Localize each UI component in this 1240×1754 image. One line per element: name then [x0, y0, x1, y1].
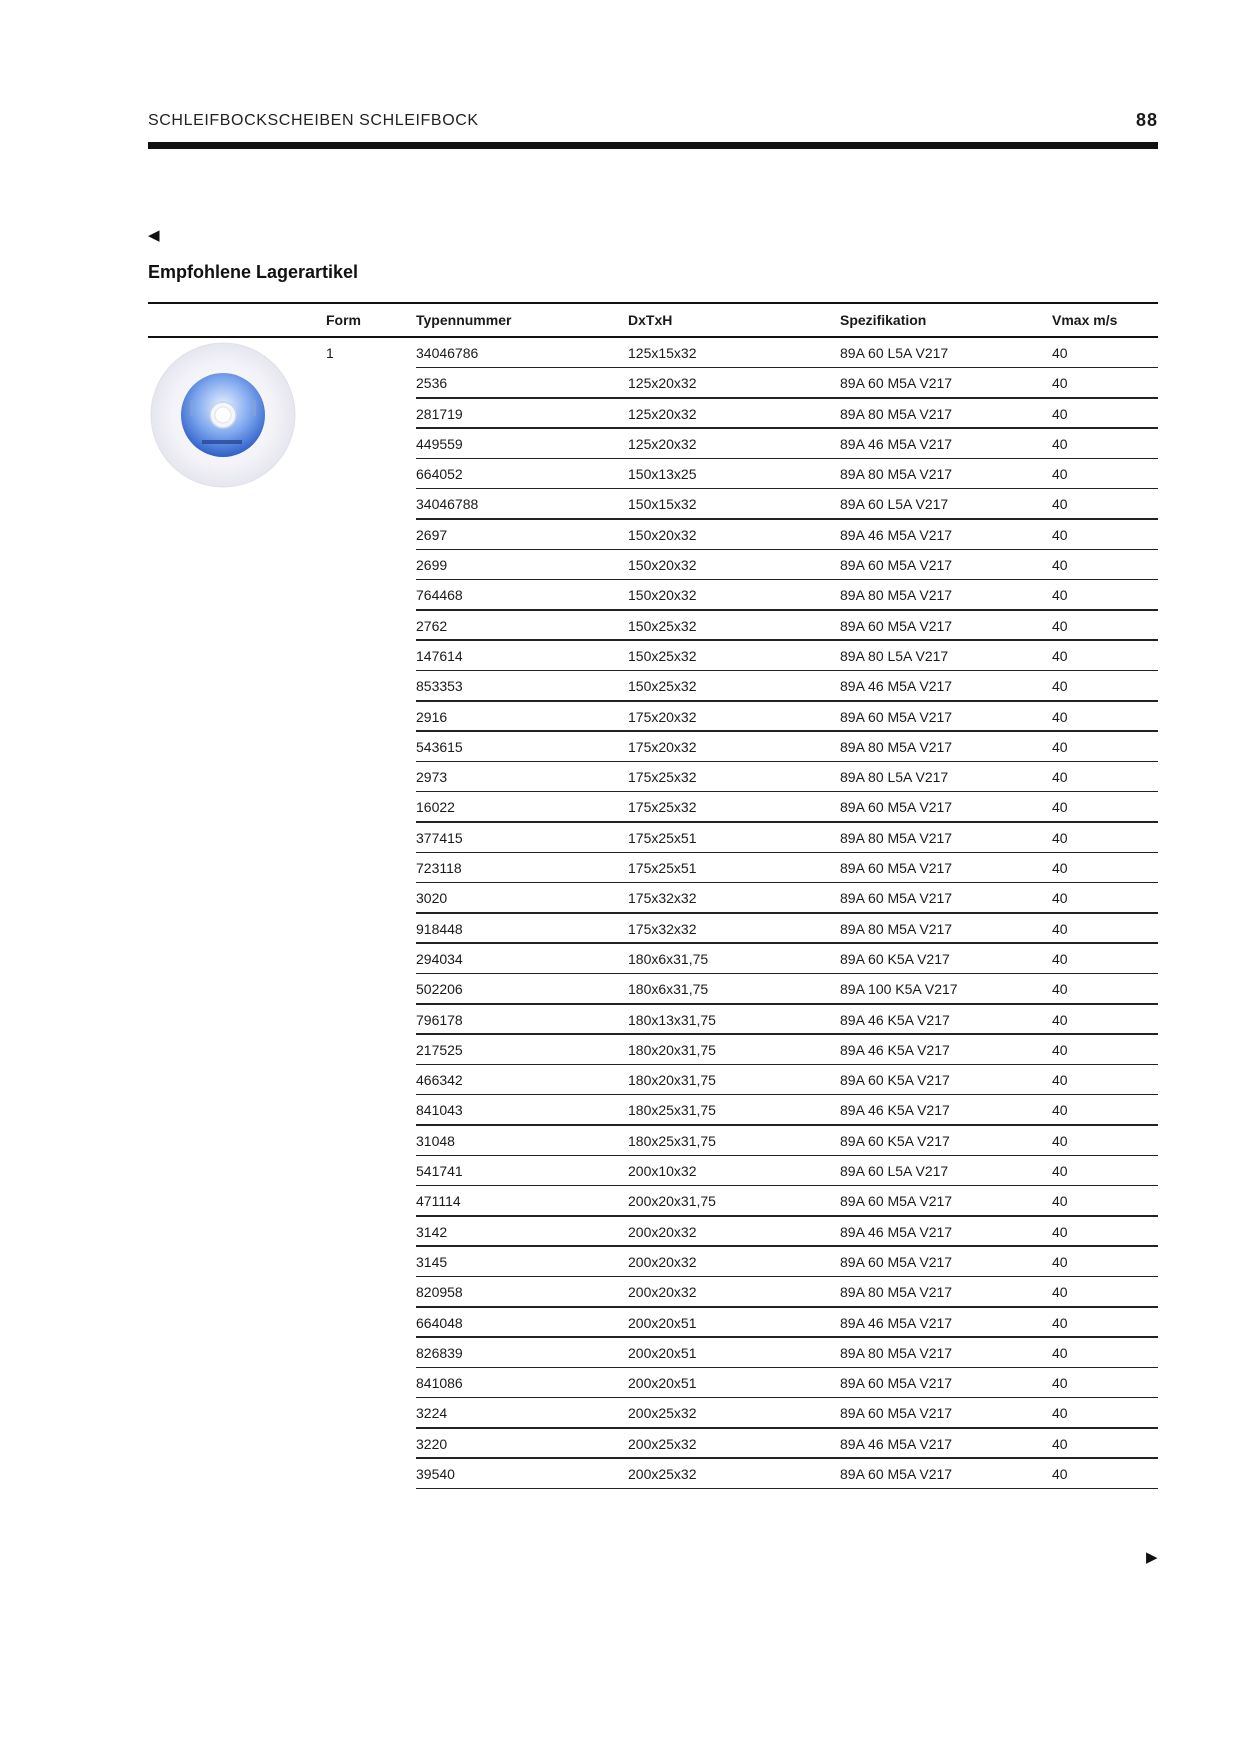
- cell-dxtxh: 125x15x32: [628, 345, 697, 361]
- cell-vmax: 40: [1052, 557, 1068, 574]
- table-row: [148, 1459, 1158, 1489]
- cell-dxtxh: 180x20x31,75: [628, 1041, 716, 1058]
- cell-vmax: 40: [1052, 981, 1068, 998]
- cell-dxtxh: 200x25x32: [628, 1465, 697, 1482]
- cell-spezifikation: 89A 60 M5A V217: [840, 557, 953, 574]
- cell-dxtxh: 180x13x31,75: [628, 1011, 716, 1028]
- cell-dxtxh: 150x15x32: [628, 496, 697, 513]
- header-rule: [148, 142, 1158, 149]
- table-row: [148, 1338, 1158, 1368]
- cell-dxtxh: 200x20x51: [628, 1344, 697, 1361]
- table-row: [148, 883, 1158, 913]
- cell-typennummer: 16022: [416, 799, 455, 816]
- table-row: [148, 792, 1158, 822]
- cell-spezifikation: 89A 60 L5A V217: [840, 496, 949, 513]
- cell-spezifikation: 89A 80 M5A V217: [840, 466, 953, 483]
- cell-dxtxh: 200x25x32: [628, 1405, 697, 1422]
- table-row: [148, 489, 1158, 519]
- cell-dxtxh: 125x20x32: [628, 435, 697, 452]
- table-row: [148, 671, 1158, 701]
- page-header-title: SCHLEIFBOCKSCHEIBEN SCHLEIFBOCK: [148, 112, 479, 129]
- cell-typennummer: 281719: [416, 405, 463, 422]
- table-row: [148, 1035, 1158, 1065]
- table-row: [148, 702, 1158, 732]
- table-body: [148, 338, 1158, 1489]
- table-row: [148, 1095, 1158, 1125]
- cell-dxtxh: 150x25x32: [628, 678, 697, 695]
- cell-typennummer: 841043: [416, 1102, 463, 1119]
- cell-typennummer: 2973: [416, 769, 448, 786]
- cell-typennummer: 217525: [416, 1041, 463, 1058]
- cell-spezifikation: 89A 80 M5A V217: [840, 920, 953, 937]
- header-form: Form: [326, 312, 361, 328]
- cell-dxtxh: 180x6x31,75: [628, 981, 709, 998]
- table-row: [148, 1186, 1158, 1216]
- table-row: [148, 1005, 1158, 1035]
- table-row: [148, 914, 1158, 944]
- cell-vmax: 40: [1052, 829, 1068, 846]
- cell-typennummer: 541741: [416, 1163, 463, 1180]
- cell-spezifikation: 89A 80 L5A V217: [840, 769, 949, 786]
- cell-spezifikation: 89A 46 M5A V217: [840, 1435, 953, 1452]
- cell-dxtxh: 150x20x32: [628, 557, 697, 574]
- cell-dxtxh: 150x20x32: [628, 587, 697, 604]
- cell-vmax: 40: [1052, 920, 1068, 937]
- cell-typennummer: 853353: [416, 678, 463, 695]
- cell-dxtxh: 200x10x32: [628, 1163, 697, 1180]
- cell-dxtxh: 150x25x32: [628, 617, 697, 634]
- table-row: [148, 580, 1158, 610]
- cell-spezifikation: 89A 46 K5A V217: [840, 1011, 950, 1028]
- cell-dxtxh: 175x25x51: [628, 829, 697, 846]
- cell-typennummer: 449559: [416, 435, 463, 452]
- cell-vmax: 40: [1052, 708, 1068, 725]
- cell-vmax: 40: [1052, 1253, 1068, 1270]
- cell-dxtxh: 200x20x32: [628, 1223, 697, 1240]
- table-row: [148, 762, 1158, 792]
- cell-dxtxh: 175x20x32: [628, 738, 697, 755]
- grinding-wheel-image: [150, 342, 296, 488]
- cell-typennummer: 2916: [416, 708, 448, 725]
- cell-spezifikation: 89A 80 M5A V217: [840, 1344, 953, 1361]
- cell-spezifikation: 89A 60 M5A V217: [840, 1375, 953, 1392]
- cell-dxtxh: 125x20x32: [628, 375, 697, 392]
- cell-dxtxh: 175x32x32: [628, 890, 697, 907]
- section-title: Empfohlene Lagerartikel: [148, 262, 359, 282]
- cell-vmax: 40: [1052, 1011, 1068, 1028]
- cell-dxtxh: 175x25x32: [628, 769, 697, 786]
- table-row: [148, 1308, 1158, 1338]
- cell-vmax: 40: [1052, 1163, 1068, 1180]
- cell-vmax: 40: [1052, 1314, 1068, 1331]
- cell-spezifikation: 89A 46 K5A V217: [840, 1102, 950, 1119]
- table-row: [148, 338, 1158, 368]
- cell-typennummer: 664048: [416, 1314, 463, 1331]
- cell-spezifikation: 89A 60 K5A V217: [840, 1072, 950, 1089]
- cell-dxtxh: 200x20x31,75: [628, 1193, 716, 1210]
- cell-spezifikation: 89A 60 L5A V217: [840, 1163, 949, 1180]
- cell-vmax: 40: [1052, 526, 1068, 543]
- cell-typennummer: 764468: [416, 587, 463, 604]
- table-row: [148, 520, 1158, 550]
- cell-spezifikation: 89A 46 K5A V217: [840, 1041, 950, 1058]
- cell-spezifikation: 89A 60 M5A V217: [840, 617, 953, 634]
- cell-dxtxh: 200x20x51: [628, 1375, 697, 1392]
- cell-vmax: 40: [1052, 1435, 1068, 1452]
- cell-spezifikation: 89A 60 K5A V217: [840, 1132, 950, 1149]
- table-row: [148, 974, 1158, 1004]
- cell-vmax: 40: [1052, 1284, 1068, 1301]
- cell-vmax: 40: [1052, 1132, 1068, 1149]
- cell-spezifikation: 89A 80 M5A V217: [840, 829, 953, 846]
- cell-dxtxh: 200x20x32: [628, 1253, 697, 1270]
- cell-typennummer: 2699: [416, 557, 448, 574]
- cell-spezifikation: 89A 100 K5A V217: [840, 981, 958, 998]
- product-table: [148, 302, 1158, 1489]
- cell-spezifikation: 89A 60 M5A V217: [840, 708, 953, 725]
- cell-typennummer: 820958: [416, 1284, 463, 1301]
- cell-vmax: 40: [1052, 799, 1068, 816]
- table-row: [148, 1277, 1158, 1307]
- cell-typennummer: 2536: [416, 375, 448, 392]
- cell-vmax: 40: [1052, 678, 1068, 695]
- cell-dxtxh: 175x25x32: [628, 799, 697, 816]
- row-divider: [416, 1488, 1158, 1490]
- cell-typennummer: 3145: [416, 1253, 448, 1270]
- cell-typennummer: 918448: [416, 920, 463, 937]
- table-row: [148, 399, 1158, 429]
- cell-spezifikation: 89A 80 L5A V217: [840, 647, 949, 664]
- cell-vmax: 40: [1052, 587, 1068, 604]
- cell-spezifikation: 89A 60 M5A V217: [840, 1465, 953, 1482]
- cell-spezifikation: 89A 60 M5A V217: [840, 375, 953, 392]
- table-row: [148, 944, 1158, 974]
- cell-vmax: 40: [1052, 466, 1068, 483]
- table-row: [148, 1156, 1158, 1186]
- previous-page-arrow-icon[interactable]: ◀: [148, 227, 160, 244]
- cell-vmax: 40: [1052, 890, 1068, 907]
- table-row: [148, 1065, 1158, 1095]
- cell-typennummer: 34046786: [416, 345, 479, 361]
- cell-typennummer: 34046788: [416, 496, 479, 513]
- table-row: [148, 611, 1158, 641]
- cell-spezifikation: 89A 46 M5A V217: [840, 678, 953, 695]
- cell-spezifikation: 89A 46 M5A V217: [840, 1314, 953, 1331]
- table-row: [148, 550, 1158, 580]
- next-page-arrow-icon[interactable]: ▶: [1146, 1549, 1158, 1566]
- cell-typennummer: 294034: [416, 950, 463, 967]
- cell-vmax: 40: [1052, 496, 1068, 513]
- cell-vmax: 40: [1052, 435, 1068, 452]
- cell-typennummer: 796178: [416, 1011, 463, 1028]
- table-row: [148, 368, 1158, 398]
- header-typennummer: Typennummer: [416, 312, 512, 328]
- cell-spezifikation: 89A 60 M5A V217: [840, 799, 953, 816]
- cell-dxtxh: 175x25x51: [628, 860, 697, 877]
- cell-spezifikation: 89A 80 M5A V217: [840, 587, 953, 604]
- header-spezifikation: Spezifikation: [840, 312, 927, 328]
- cell-vmax: 40: [1052, 769, 1068, 786]
- cell-vmax: 40: [1052, 1193, 1068, 1210]
- cell-typennummer: 664052: [416, 466, 463, 483]
- cell-dxtxh: 200x25x32: [628, 1435, 697, 1452]
- cell-vmax: 40: [1052, 375, 1068, 392]
- cell-spezifikation: 89A 46 M5A V217: [840, 526, 953, 543]
- cell-vmax: 40: [1052, 1072, 1068, 1089]
- cell-dxtxh: 150x20x32: [628, 526, 697, 543]
- cell-spezifikation: 89A 60 M5A V217: [840, 890, 953, 907]
- table-row: [148, 1217, 1158, 1247]
- cell-spezifikation: 89A 46 M5A V217: [840, 1223, 953, 1240]
- cell-vmax: 40: [1052, 1405, 1068, 1422]
- cell-spezifikation: 89A 60 M5A V217: [840, 860, 953, 877]
- cell-vmax: 40: [1052, 1375, 1068, 1392]
- cell-spezifikation: 89A 80 M5A V217: [840, 738, 953, 755]
- cell-spezifikation: 89A 60 L5A V217: [840, 345, 949, 361]
- cell-typennummer: 471114: [416, 1193, 461, 1210]
- cell-spezifikation: 89A 80 M5A V217: [840, 405, 953, 422]
- cell-vmax: 40: [1052, 647, 1068, 664]
- cell-vmax: 40: [1052, 738, 1068, 755]
- table-row: [148, 1398, 1158, 1428]
- cell-dxtxh: 180x6x31,75: [628, 950, 709, 967]
- cell-typennummer: 723118: [416, 860, 462, 877]
- cell-dxtxh: 180x25x31,75: [628, 1132, 716, 1149]
- cell-typennummer: 3224: [416, 1405, 448, 1422]
- table-row: [148, 823, 1158, 853]
- cell-typennummer: 31048: [416, 1132, 455, 1149]
- table-row: [148, 459, 1158, 489]
- cell-typennummer: 2762: [416, 617, 448, 634]
- cell-vmax: 40: [1052, 860, 1068, 877]
- cell-typennummer: 826839: [416, 1344, 463, 1361]
- header-vmax: Vmax m/s: [1052, 312, 1118, 328]
- cell-dxtxh: 150x13x25: [628, 466, 697, 483]
- cell-dxtxh: 180x20x31,75: [628, 1072, 716, 1089]
- cell-vmax: 40: [1052, 1344, 1068, 1361]
- cell-spezifikation: 89A 60 M5A V217: [840, 1405, 953, 1422]
- cell-typennummer: 3020: [416, 890, 448, 907]
- table-row: [148, 732, 1158, 762]
- cell-vmax: 40: [1052, 1223, 1068, 1240]
- cell-form: 1: [326, 345, 334, 361]
- table-row: [148, 1368, 1158, 1398]
- table-row: [148, 641, 1158, 671]
- cell-dxtxh: 200x20x32: [628, 1284, 697, 1301]
- table-row: [148, 1126, 1158, 1156]
- table-row: [148, 853, 1158, 883]
- cell-typennummer: 2697: [416, 526, 448, 543]
- cell-dxtxh: 125x20x32: [628, 405, 697, 422]
- cell-vmax: 40: [1052, 1465, 1068, 1482]
- cell-dxtxh: 175x32x32: [628, 920, 697, 937]
- table-row: [148, 1429, 1158, 1459]
- cell-vmax: 40: [1052, 617, 1068, 634]
- cell-spezifikation: 89A 80 M5A V217: [840, 1284, 953, 1301]
- table-row: [148, 429, 1158, 459]
- cell-vmax: 40: [1052, 950, 1068, 967]
- header-dxtxh: DxTxH: [628, 312, 673, 328]
- cell-vmax: 40: [1052, 1041, 1068, 1058]
- cell-dxtxh: 180x25x31,75: [628, 1102, 716, 1119]
- cell-spezifikation: 89A 60 M5A V217: [840, 1193, 953, 1210]
- cell-typennummer: 543615: [416, 738, 463, 755]
- page-number: 88: [1135, 110, 1158, 130]
- cell-typennummer: 466342: [416, 1072, 463, 1089]
- cell-vmax: 40: [1052, 1102, 1068, 1119]
- cell-dxtxh: 175x20x32: [628, 708, 697, 725]
- cell-typennummer: 39540: [416, 1465, 455, 1482]
- cell-typennummer: 502206: [416, 981, 463, 998]
- cell-dxtxh: 150x25x32: [628, 647, 697, 664]
- cell-typennummer: 841086: [416, 1375, 463, 1392]
- cell-typennummer: 3142: [416, 1223, 448, 1240]
- cell-vmax: 40: [1052, 405, 1068, 422]
- cell-typennummer: 147614: [416, 647, 463, 664]
- cell-typennummer: 377415: [416, 829, 463, 846]
- cell-vmax: 40: [1052, 345, 1068, 361]
- cell-spezifikation: 89A 60 M5A V217: [840, 1253, 953, 1270]
- table-row: [148, 1247, 1158, 1277]
- table-header-row: [148, 302, 1158, 338]
- cell-dxtxh: 200x20x51: [628, 1314, 697, 1331]
- cell-spezifikation: 89A 46 M5A V217: [840, 435, 953, 452]
- cell-typennummer: 3220: [416, 1435, 448, 1452]
- cell-spezifikation: 89A 60 K5A V217: [840, 950, 950, 967]
